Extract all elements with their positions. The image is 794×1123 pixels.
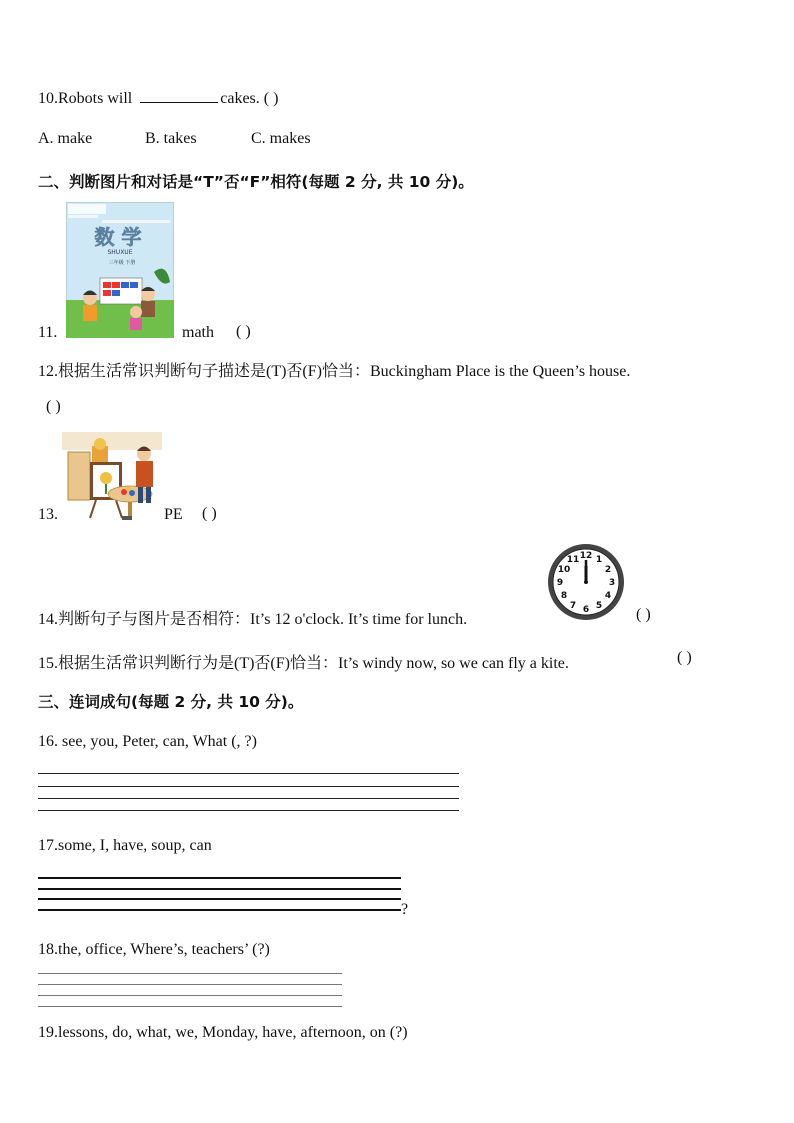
clock-number-12: 12 [579, 551, 593, 561]
math-book-image [66, 202, 174, 338]
q10-line [38, 88, 278, 108]
q17-answer-line-3[interactable] [38, 898, 401, 900]
clock-number-7: 7 [569, 601, 577, 611]
q11-answer-paren[interactable]: ( ) [236, 323, 251, 340]
painting-illustration [62, 432, 162, 522]
q17-answer-line-2[interactable] [38, 888, 401, 890]
q10-blank[interactable] [140, 88, 218, 103]
clock-number-6: 6 [582, 605, 590, 615]
q13-number: 13. [38, 506, 58, 523]
q16-answer-line-4[interactable] [38, 810, 459, 811]
q15-answer-paren[interactable]: ( ) [677, 649, 692, 666]
clock-number-1: 1 [595, 555, 603, 565]
clock-image [546, 542, 626, 622]
q16-answer-line-2[interactable] [38, 786, 459, 787]
q17-question-mark: ? [401, 901, 409, 918]
q10-text-after: cakes. ( ) [220, 90, 279, 107]
q18-answer-line-4[interactable] [38, 1006, 342, 1007]
q18-answer-line-2[interactable] [38, 984, 342, 985]
q10-option-b: B. takes [145, 130, 197, 147]
clock-number-2: 2 [604, 565, 612, 575]
book-title: 数 学 [94, 225, 142, 249]
q10-option-a: A. make [38, 130, 93, 147]
q15-text: 15.根据生活常识判断行为是(T)否(F)恰当：It’s windy now, so we can fly a kite. [38, 655, 569, 672]
q10-options [38, 130, 311, 148]
q10-option-c: C. makes [251, 130, 311, 147]
q13-answer-paren[interactable]: ( ) [202, 505, 217, 522]
clock-number-4: 4 [604, 591, 612, 601]
q16-answer-line-1[interactable] [38, 773, 459, 774]
q17-answer-line-4[interactable] [38, 909, 401, 911]
q14-answer-paren[interactable]: ( ) [636, 606, 651, 623]
clock-number-8: 8 [560, 591, 568, 601]
q14-text: 14.判断句子与图片是否相符：It’s 12 o'clock. It’s time for lunch. [38, 611, 468, 628]
math-book-illustration [66, 202, 174, 338]
section-2-title: 二、判断图片和对话是“T”否“F”相符(每题 2 分, 共 10 分)。 [38, 173, 474, 191]
clock-number-5: 5 [595, 601, 603, 611]
q16-answer-line-3[interactable] [38, 798, 459, 799]
q12-answer-paren[interactable]: ( ) [46, 398, 61, 415]
q13-word: PE [164, 506, 183, 523]
q11-word: math [182, 324, 214, 341]
q12-text: 12.根据生活常识判断句子描述是(T)否(F)恰当：Buckingham Place is the Queen’s house. [38, 363, 631, 380]
book-grade: 三年级 下册 [108, 260, 136, 266]
clock-number-9: 9 [556, 578, 564, 588]
q11-number: 11. [38, 324, 58, 341]
painting-image [62, 432, 162, 522]
q16-text: 16. see, you, Peter, can, What (, ?) [38, 733, 257, 750]
book-pinyin: SHUXUE [107, 249, 133, 256]
q18-text: 18.the, office, Where’s, teachers’ (?) [38, 941, 270, 958]
q10-text-before: 10.Robots will [38, 90, 133, 107]
q18-answer-line-3[interactable] [38, 995, 342, 996]
clock-number-3: 3 [608, 578, 616, 588]
clock-illustration [546, 542, 626, 622]
q18-answer-line-1[interactable] [38, 973, 342, 974]
q17-answer-line-1[interactable] [38, 877, 401, 879]
clock-number-10: 10 [557, 565, 571, 575]
clock-number-11: 11 [566, 555, 580, 565]
q17-text: 17.some, I, have, soup, can [38, 837, 212, 854]
section-3-title: 三、连词成句(每题 2 分, 共 10 分)。 [38, 693, 304, 711]
q19-text: 19.lessons, do, what, we, Monday, have, afternoon, on (?) [38, 1024, 408, 1041]
